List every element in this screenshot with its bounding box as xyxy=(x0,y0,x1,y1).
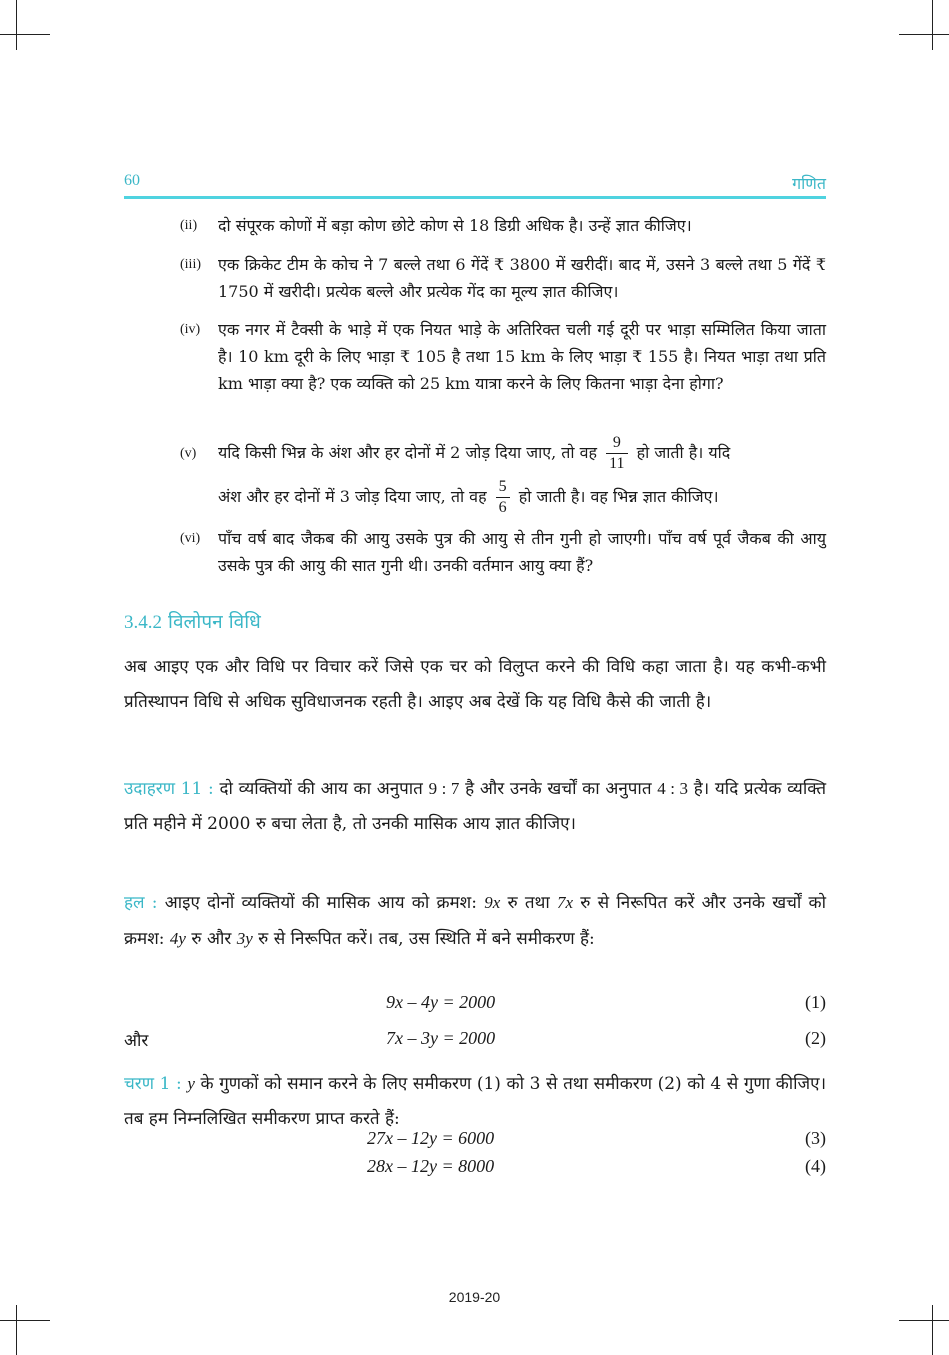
crop-mark xyxy=(16,1305,17,1355)
section-number: 3.4.2 xyxy=(124,612,162,633)
section-heading xyxy=(124,608,261,634)
equation-number: (4) xyxy=(805,1156,826,1176)
exercise-label: (v) xyxy=(180,446,197,461)
example-label: उदाहरण 11 : xyxy=(124,779,214,799)
crop-mark xyxy=(932,1305,933,1355)
math-var: 4y xyxy=(169,929,186,948)
fraction xyxy=(606,433,627,474)
exercise-item xyxy=(124,316,826,428)
step-paragraph xyxy=(124,1066,826,1137)
math-var: 7x xyxy=(557,893,574,912)
exercise-text: एक नगर में टैक्सी के भाड़े में एक नियत भाड़े के अतिरिक्त चली गई दूरी पर भाड़ा सम्मिलित किया जाता है। 10 km दूरी के लिए भाड़ा ₹ 105 है तथा 15 km के लिए भाड़ा ₹ 155 है। नियत भाड़ा तथा प्रति km भाड़ा क्या है? एक व्यक्ति को 25 km यात्रा करने के लिए कितना भाड़ा देना होगा? xyxy=(218,320,826,393)
exercise-label: (iii) xyxy=(180,257,201,272)
equation-number: (3) xyxy=(805,1128,826,1148)
equation: 9x – 4y = 2000 xyxy=(386,992,496,1012)
fraction-numerator: 5 xyxy=(496,477,510,498)
fraction-text: अंश और हर दोनों में 3 जोड़ दिया जाए, तो वह xyxy=(218,487,487,506)
exercise-text: पाँच वर्ष बाद जैकब की आयु उसके पुत्र की आयु से तीन गुनी हो जाएगी। पाँच वर्ष पूर्व जैकब की आयु उसके पुत्र की आयु की सात गुनी थी। उनकी वर्तमान आयु क्या हैं? xyxy=(218,529,826,575)
equation: 7x – 3y = 2000 xyxy=(386,1028,496,1048)
exercise-item xyxy=(124,431,826,521)
exercise-label: (vi) xyxy=(180,531,201,546)
exercise-text xyxy=(218,431,826,519)
crop-mark xyxy=(932,0,933,50)
fraction-denominator: 11 xyxy=(609,455,625,472)
solution-text: रु और xyxy=(191,929,232,949)
equation-number: (2) xyxy=(805,1028,826,1048)
math-var: 3y xyxy=(236,929,253,948)
solution-text: रु से निरूपित करें। तब, उस स्थिति में बने समीकरण हैं: xyxy=(258,929,595,949)
exercise-label: (ii) xyxy=(180,218,198,233)
crop-mark xyxy=(16,0,17,50)
equation: 27x – 12y = 6000 xyxy=(367,1128,495,1148)
equation: 28x – 12y = 8000 xyxy=(367,1156,495,1176)
equation-row xyxy=(124,1128,826,1158)
step-text: के गुणकों को समान करने के लिए समीकरण (1) को 3 से तथा समीकरण (2) को 4 से गुणा कीजिए। तब हम निम्नलिखित समीकरण प्राप्त करते हैं: xyxy=(124,1074,827,1129)
crop-mark xyxy=(0,1320,50,1321)
example-text: है। यदि प्रत्येक व्यक्ति प्रति महीने में 2000 रु बचा लेता है, तो उनकी मासिक आय ज्ञात कीजिए। xyxy=(124,779,827,834)
exercise-item xyxy=(124,251,826,307)
footer-year: 2019-20 xyxy=(448,1289,501,1305)
example-text: है और उनके खर्चों का अनुपात xyxy=(465,779,652,799)
fraction-denominator: 6 xyxy=(498,499,507,516)
subject-title: गणित xyxy=(792,174,826,193)
equation-row xyxy=(124,1156,826,1186)
exercise-text: एक क्रिकेट टीम के कोच ने 7 बल्ले तथा 6 गेंदें ₹ 3800 में खरीदीं। बाद में, उसने 3 बल्ले तथा 5 गेंदें ₹ 1750 में खरीदी। प्रत्येक बल्ले और प्रत्येक गेंद का मूल्य ज्ञात कीजिए। xyxy=(218,255,826,301)
example-paragraph xyxy=(124,771,826,842)
ratio-value: 9 : 7 xyxy=(428,779,460,798)
solution-text: रु तथा xyxy=(507,893,550,913)
page-number: 60 xyxy=(124,172,140,189)
crop-mark xyxy=(0,34,50,35)
header-rule xyxy=(124,196,826,199)
crop-mark xyxy=(899,34,949,35)
intro-paragraph: अब आइए एक और विधि पर विचार करें जिसे एक चर को विलुप्त करने की विधि कहा जाता है। यह कभी-कभी प्रतिस्थापन विधि से अधिक सुविधाजनक रहती है। आइए अब देखें कि यह विधि कैसे की जाती है। xyxy=(124,657,826,712)
equation-row xyxy=(124,1028,826,1058)
example-text: दो व्यक्तियों की आय का अनुपात xyxy=(219,779,423,799)
fraction-numerator: 9 xyxy=(606,433,627,454)
solution-label: हल : xyxy=(124,893,158,913)
fraction-text: यदि किसी भिन्न के अंश और हर दोनों में 2 जोड़ दिया जाए, तो वह xyxy=(218,443,598,462)
exercise-item xyxy=(124,212,826,240)
exercise-text: दो संपूरक कोणों में बड़ा कोण छोटे कोण से 18 डिग्री अधिक है। उन्हें ज्ञात कीजिए। xyxy=(218,216,692,235)
crop-mark xyxy=(899,1320,949,1321)
fraction-text: हो जाती है। वह भिन्न ज्ञात कीजिए। xyxy=(518,487,719,506)
ratio-value: 4 : 3 xyxy=(657,779,689,798)
fraction-text: हो जाती है। यदि xyxy=(636,443,731,462)
equation-number: (1) xyxy=(805,992,826,1012)
page-header xyxy=(124,172,826,194)
step-label: चरण 1 : xyxy=(124,1074,182,1094)
math-var: y xyxy=(187,1074,195,1093)
math-var: 9x xyxy=(484,893,501,912)
equation-prefix: और xyxy=(124,1031,149,1051)
exercise-item xyxy=(124,525,826,581)
solution-text: आइए दोनों व्यक्तियों की मासिक आय को क्रमश: xyxy=(164,893,477,913)
equation-row xyxy=(124,992,826,1022)
exercise-label: (iv) xyxy=(180,322,201,337)
solution-text: रु से निरूपित करें और उनके खर्चों को क्रमश: xyxy=(124,893,826,949)
fraction xyxy=(496,477,510,518)
section-title: विलोपन विधि xyxy=(168,611,261,633)
solution-paragraph xyxy=(124,885,826,957)
